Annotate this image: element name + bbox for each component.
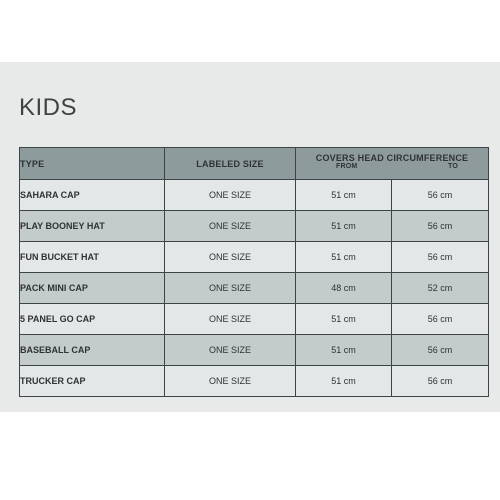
table-row — [20, 304, 489, 335]
header-to: TO — [448, 163, 459, 170]
header-subcolumns — [296, 163, 488, 170]
row-labeled-size: ONE SIZE — [165, 335, 296, 366]
row-labeled-size: ONE SIZE — [165, 304, 296, 335]
row-type: FUN BUCKET HAT — [20, 242, 165, 273]
table-row — [20, 335, 489, 366]
row-from: 51 cm — [296, 242, 392, 273]
row-from: 51 cm — [296, 366, 392, 397]
section-title: KIDS — [19, 94, 78, 121]
table-row — [20, 180, 489, 211]
row-from: 48 cm — [296, 273, 392, 304]
table-header-row — [20, 148, 489, 180]
row-labeled-size: ONE SIZE — [165, 242, 296, 273]
row-labeled-size: ONE SIZE — [165, 180, 296, 211]
row-to: 56 cm — [392, 242, 489, 273]
table-row — [20, 273, 489, 304]
row-from: 51 cm — [296, 211, 392, 242]
row-to: 52 cm — [392, 273, 489, 304]
row-labeled-size: ONE SIZE — [165, 366, 296, 397]
row-type: PLAY BOONEY HAT — [20, 211, 165, 242]
row-type: TRUCKER CAP — [20, 366, 165, 397]
table-row — [20, 211, 489, 242]
row-type: SAHARA CAP — [20, 180, 165, 211]
table-row — [20, 242, 489, 273]
header-covers-head-circumference — [296, 148, 489, 180]
row-from: 51 cm — [296, 304, 392, 335]
header-from: FROM — [336, 163, 358, 170]
row-to: 56 cm — [392, 304, 489, 335]
row-labeled-size: ONE SIZE — [165, 211, 296, 242]
size-chart-table — [19, 147, 489, 397]
row-to: 56 cm — [392, 366, 489, 397]
header-labeled-size: LABELED SIZE — [165, 148, 296, 180]
table-row — [20, 366, 489, 397]
row-from: 51 cm — [296, 180, 392, 211]
row-type: BASEBALL CAP — [20, 335, 165, 366]
row-from: 51 cm — [296, 335, 392, 366]
row-to: 56 cm — [392, 211, 489, 242]
header-type: TYPE — [20, 148, 165, 180]
row-to: 56 cm — [392, 180, 489, 211]
row-type: 5 PANEL GO CAP — [20, 304, 165, 335]
row-to: 56 cm — [392, 335, 489, 366]
header-covers-label: COVERS HEAD CIRCUMFERENCE — [315, 153, 469, 163]
row-labeled-size: ONE SIZE — [165, 273, 296, 304]
row-type: PACK MINI CAP — [20, 273, 165, 304]
